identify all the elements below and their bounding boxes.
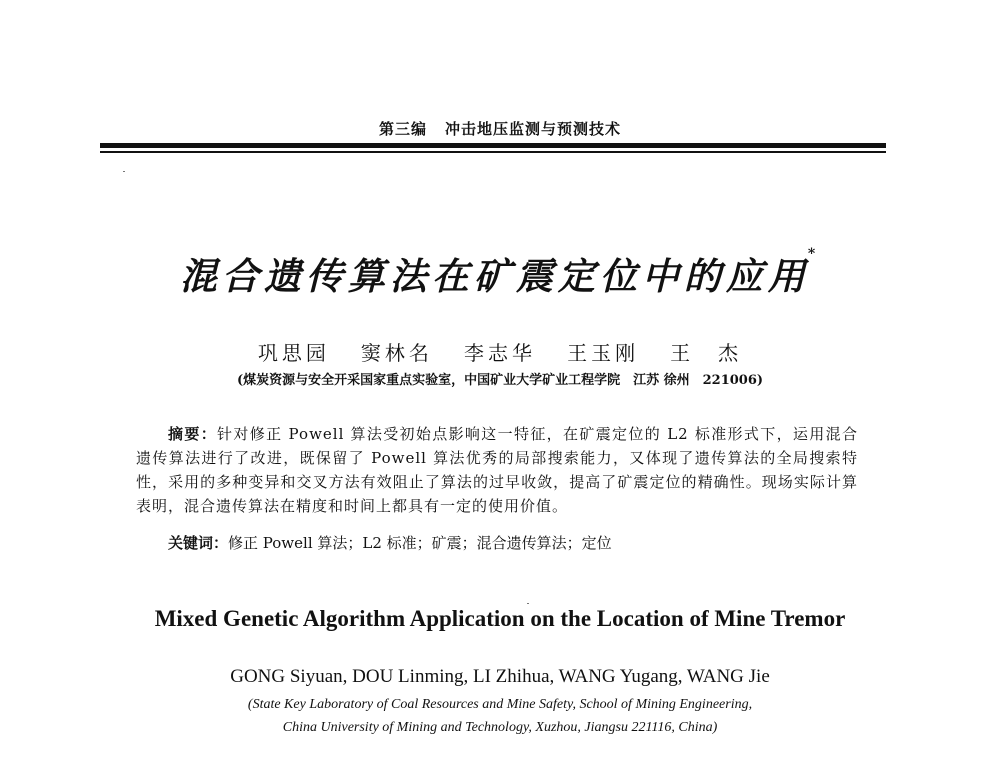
running-head-topic: 冲击地压监测与预测技术 (445, 120, 622, 138)
authors-en: GONG Siyuan, DOU Linming, LI Zhihua, WANG Yugang, WANG Jie (230, 666, 770, 687)
paper-title-cn (0, 246, 1000, 300)
keywords-text: 修正 Powell 算法；L2 标准；矿震；混合遗传算法；定位 (228, 534, 612, 552)
running-head (0, 118, 1000, 139)
scan-speck (527, 603, 529, 604)
paper-title-en: Mixed Genetic Algorithm Application on the Location of Mine Tremor (154, 606, 846, 631)
author-cn: 窦林名 (360, 341, 433, 365)
paper-title-cn-text: 混合遗传算法在矿震定位中的应用 (179, 254, 810, 298)
title-footnote-mark: * (807, 246, 821, 262)
keywords-cn (168, 531, 858, 555)
header-rule-thick (100, 143, 886, 148)
scan-speck (123, 171, 125, 172)
authors-cn (0, 337, 1000, 366)
author-cn: 李志华 (464, 341, 536, 365)
running-head-section: 第三编 (378, 120, 427, 138)
affiliation-cn: (煤炭资源与安全开采国家重点实验室，中国矿业大学矿业工程学院 江苏 徐州 221006) (236, 373, 764, 388)
abstract-label: 摘要： (168, 425, 218, 443)
header-rule-thin (100, 151, 886, 153)
abstract-cn (136, 422, 858, 518)
keywords-label: 关键词： (168, 534, 229, 552)
affiliation-en-line1: (State Key Laboratory of Coal Resources and Mine Safety, School of Mining Engineering, (247, 697, 753, 712)
affiliation-en-line2: China University of Mining and Technology, Xuzhou, Jiangsu 221116, China) (282, 720, 718, 735)
author-cn: 巩思园 (257, 341, 330, 365)
author-cn: 王玉刚 (567, 341, 640, 365)
author-cn: 王 杰 (670, 341, 743, 365)
abstract-text: 针对修正 Powell 算法受初始点影响这一特征，在矿震定位的 L2 标准形式下，运用混合遗传算法进行了改进，既保留了 Powell 算法优秀的局部搜索能力，又体现了遗传算法的全局搜索特性，采用的多种变异和交叉方法有效阻止了算法的过早收敛，提高了矿震定位的精确性。现场实际计算表明，混合遗传算法在精度和时间上都具有一定的使用价值。 (136, 425, 858, 515)
